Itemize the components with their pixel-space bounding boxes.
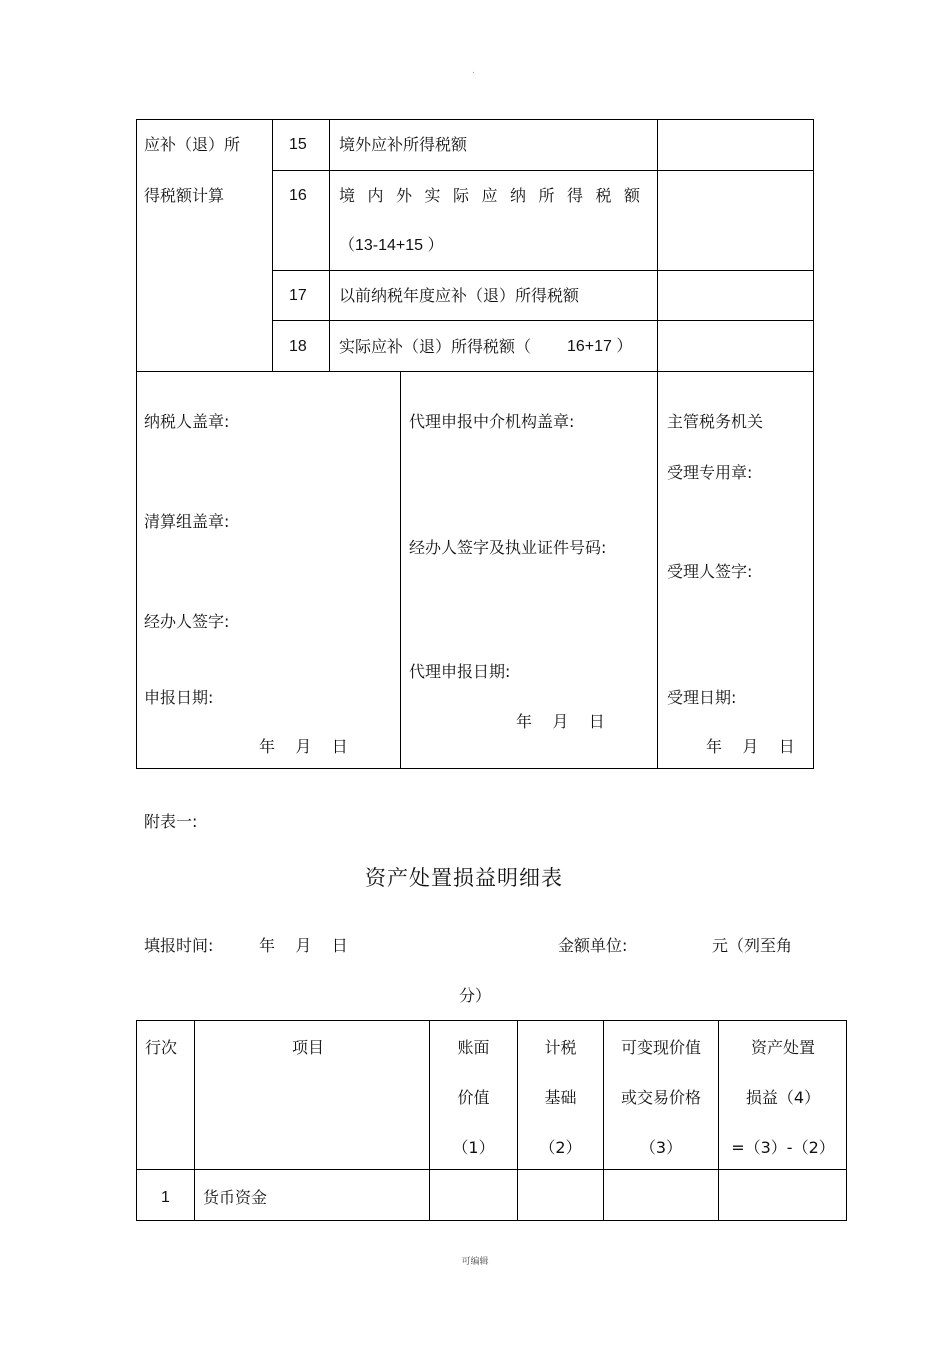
receiver-sign-label: 受理人签字: bbox=[667, 562, 753, 581]
header-realizable-value: （3） bbox=[639, 1138, 683, 1157]
header-realizable-value: 或交易价格 bbox=[620, 1088, 701, 1107]
row-number: 18 bbox=[289, 338, 307, 355]
tax-authority-seal-label: 受理专用章: bbox=[667, 463, 753, 482]
footer-note: 可编辑 bbox=[461, 1257, 489, 1267]
row-number: 15 bbox=[289, 136, 307, 153]
header-gain-loss: =（3）-（2） bbox=[731, 1138, 835, 1157]
fill-time-value: 年 月 日 bbox=[259, 936, 348, 955]
handler-sign-label: 经办人签字: bbox=[144, 612, 230, 631]
divider bbox=[400, 371, 401, 769]
amount-unit-value-cont: 分） bbox=[459, 986, 492, 1005]
header-item: 项目 bbox=[292, 1038, 325, 1057]
divider bbox=[329, 119, 330, 371]
header-book-value: 价值 bbox=[457, 1088, 490, 1107]
header-gain-loss: 资产处置 bbox=[750, 1038, 815, 1057]
appendix-title: 资产处置损益明细表 bbox=[365, 866, 563, 890]
row-text: （13-14+15 ） bbox=[339, 237, 444, 254]
divider bbox=[272, 270, 814, 271]
header-row-no: 行次 bbox=[145, 1038, 178, 1057]
fill-time-label: 填报时间: bbox=[144, 936, 214, 955]
taxpayer-seal-label: 纳税人盖章: bbox=[144, 412, 230, 431]
header-book-value: （1） bbox=[452, 1138, 495, 1157]
section-label: 应补（退）所 bbox=[144, 135, 241, 154]
tax-authority-label: 主管税务机关 bbox=[667, 412, 764, 431]
divider bbox=[136, 1169, 847, 1170]
divider bbox=[272, 320, 814, 321]
header-gain-loss: 损益（4） bbox=[745, 1088, 821, 1107]
divider bbox=[136, 371, 814, 372]
amount-unit-value: 元（列至角 bbox=[712, 936, 793, 955]
row-text: 实际应补（退）所得税额（ bbox=[339, 337, 532, 356]
agency-handler-label: 经办人签字及执业证件号码: bbox=[409, 538, 607, 557]
row-text: 以前纳税年度应补（退）所得税额 bbox=[339, 286, 580, 305]
declare-date: 年 月 日 bbox=[259, 737, 348, 756]
agency-date-label: 代理申报日期: bbox=[409, 662, 511, 681]
receive-date-label: 受理日期: bbox=[667, 688, 737, 707]
table-row-number: 1 bbox=[161, 1189, 170, 1206]
liquidation-seal-label: 清算组盖章: bbox=[144, 512, 230, 531]
agency-seal-label: 代理申报中介机构盖章: bbox=[409, 412, 575, 431]
row-text: 16+17 ） bbox=[567, 338, 633, 355]
divider bbox=[657, 119, 658, 769]
receive-date: 年 月 日 bbox=[706, 737, 795, 756]
header-book-value: 账面 bbox=[457, 1038, 490, 1057]
page-mark: . bbox=[472, 66, 475, 76]
header-tax-basis: （2） bbox=[539, 1138, 582, 1157]
divider bbox=[272, 119, 273, 371]
amount-unit-label: 金额单位: bbox=[558, 936, 628, 955]
header-tax-basis: 基础 bbox=[544, 1088, 577, 1107]
header-realizable-value: 可变现价值 bbox=[620, 1038, 701, 1057]
row-text: 境内外实际应纳所得税额 bbox=[339, 186, 653, 205]
header-tax-basis: 计税 bbox=[544, 1038, 577, 1057]
divider bbox=[272, 170, 814, 171]
row-number: 16 bbox=[289, 187, 307, 204]
row-text: 境外应补所得税额 bbox=[339, 135, 468, 154]
divider bbox=[194, 1020, 195, 1221]
section-label: 得税额计算 bbox=[144, 186, 225, 205]
table-row-item: 货币资金 bbox=[203, 1188, 268, 1207]
row-number: 17 bbox=[289, 287, 307, 304]
agency-date: 年 月 日 bbox=[516, 712, 605, 731]
declare-date-label: 申报日期: bbox=[144, 688, 214, 707]
appendix-label: 附表一: bbox=[144, 812, 198, 831]
